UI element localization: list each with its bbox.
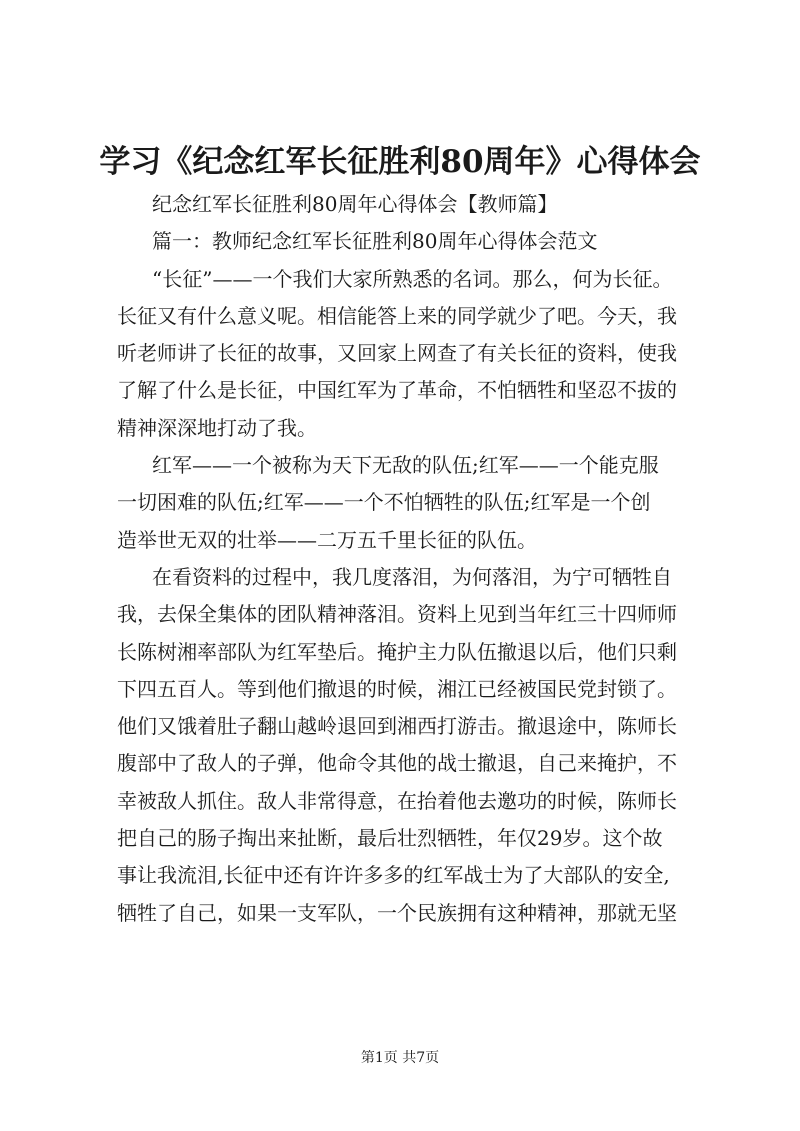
document-title: 学习《纪念红军长征胜利80周年》心得体会	[99, 144, 701, 180]
paragraph-line: 在看资料的过程中，我几度落泪，为何落泪，为宁可牺牲自	[152, 564, 672, 589]
paragraph-line: 听老师讲了长征的故事，又回家上网查了有关长征的资料，使我	[117, 341, 677, 366]
paragraph-line: 了解了什么是长征，中国红军为了革命，不怕牺牲和坚忍不拔的	[117, 378, 677, 403]
paragraph-line: “长征”——一个我们大家所熟悉的名词。那么，何为长征。	[152, 266, 673, 291]
paragraph-line: 长征又有什么意义呢。相信能答上来的同学就少了吧。今天，我	[117, 303, 677, 328]
paragraph-line: 我，去保全集体的团队精神落泪。资料上见到当年红三十四师师	[117, 602, 677, 627]
paragraph-line: 他们又饿着肚子翻山越岭退回到湘西打游击。撤退途中，陈师长	[117, 714, 677, 739]
document-body	[117, 186, 707, 932]
paragraph-line: 事让我流泪,长征中还有许许多多的红军战士为了大部队的安全,	[117, 863, 670, 888]
paragraph-line: 牺牲了自己，如果一支军队，一个民族拥有这种精神，那就无坚	[117, 900, 677, 925]
paragraph-line: 长陈树湘率部队为红军垫后。掩护主力队伍撤退以后，他们只剩	[117, 639, 677, 664]
paragraph-line: 一切困难的队伍;红军——一个不怕牺牲的队伍;红军是一个创	[117, 490, 651, 515]
paragraph-line: 把自己的肠子掏出来扯断，最后壮烈牺牲，年仅29岁。这个故	[117, 826, 663, 851]
paragraph-line: 下四五百人。等到他们撤退的时候，湘江已经被国民党封锁了。	[117, 676, 677, 701]
subtitle-line: 纪念红军长征胜利80周年心得体会【教师篇】	[152, 192, 558, 216]
paragraph-line: 红军——一个被称为天下无敌的队伍;红军——一个能克服	[152, 453, 659, 478]
paragraph-line: 腹部中了敌人的子弹，他命令其他的战士撤退，自己来掩护，不	[117, 751, 677, 776]
paragraph-line: 造举世无双的壮举——二万五千里长征的队伍。	[117, 527, 537, 552]
section-heading: 篇一：教师纪念红军长征胜利80周年心得体会范文	[152, 229, 598, 254]
page-footer: 第1页 共7页	[360, 1050, 440, 1066]
paragraph-line: 精神深深地打动了我。	[117, 415, 317, 440]
paragraph-line: 幸被敌人抓住。敌人非常得意，在抬着他去邀功的时候，陈师长	[117, 788, 677, 813]
